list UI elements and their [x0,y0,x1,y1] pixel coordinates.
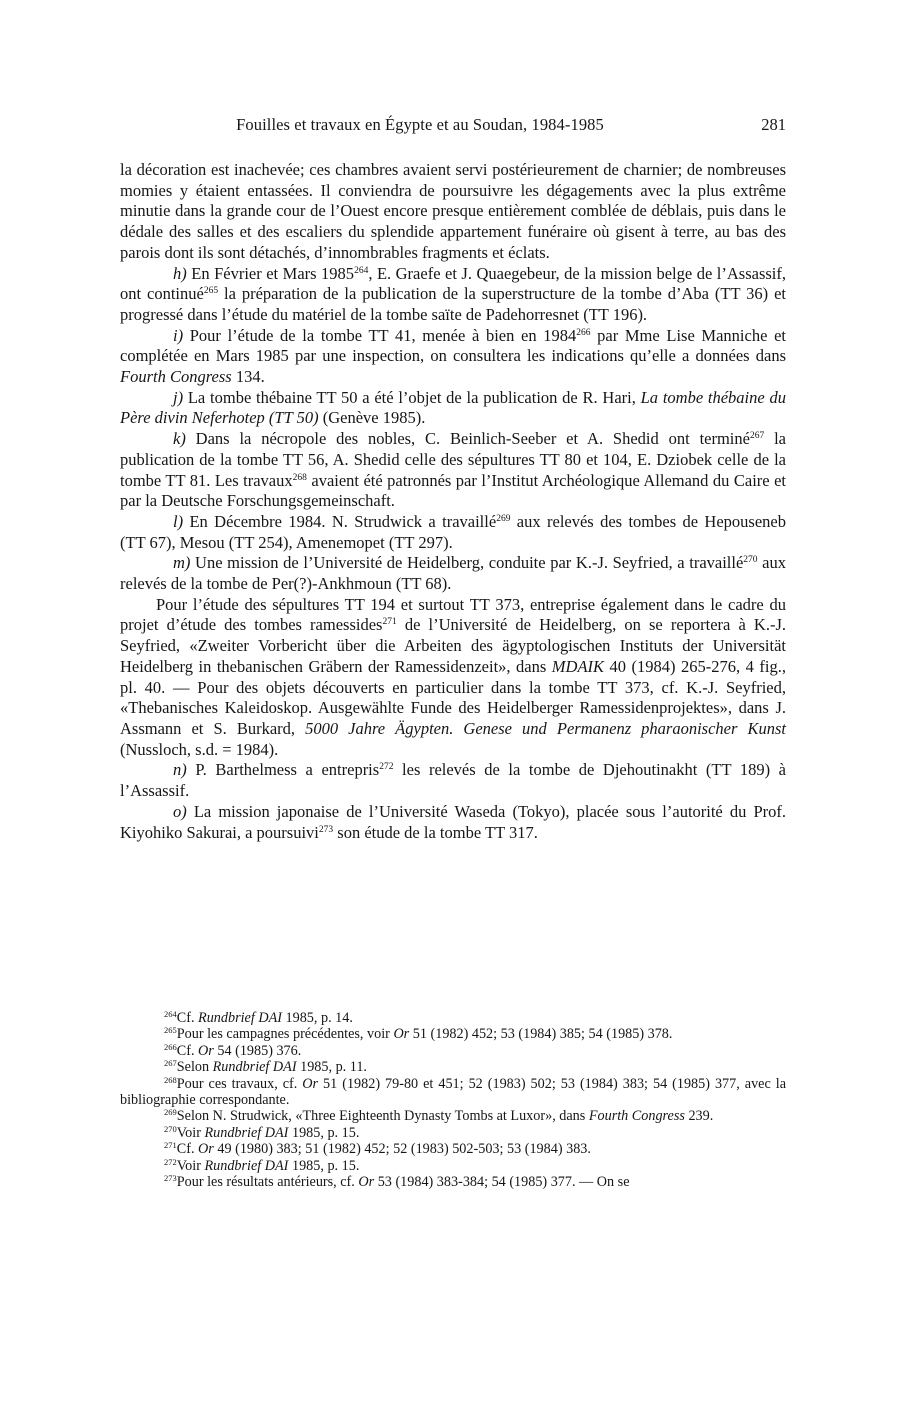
item-marker: l) [173,511,184,531]
footnote-264: $^{264}$Cf. Rundbrief DAI 1985, p. 14. [164,1009,353,1026]
footnote-265: $^{265}$Pour les campagnes précédentes, voir Or 51 (1982) 452; 53 (1984) 385; 54 (1985) 378. [164,1025,673,1043]
footnote-number: 268 [164,1074,177,1085]
footnote-number: 270 [164,1123,177,1134]
item-marker: j) [173,387,184,407]
paragraph-l: l) En Décembre 1984. N. Strudwick a travaillé$^{269}$ aux relevés des tombes de Hepouseneb (TT 67), Mesou (TT 254), Amenemopet (TT 297). [120,511,786,552]
paragraph-n: n) P. Barthelmess a entrepris$^{272}$ les relevés de la tombe de Djehoutinakht (TT 189) à l’Assassif. [120,760,787,801]
footnote-269: $^{269}$Selon N. Strudwick, «Three Eighteenth Dynasty Tombs at Luxor», dans Fourth Congress 239. [164,1107,714,1125]
footnote-number: 269 [164,1107,177,1118]
paragraph-intro: la décoration est inachevée; ces chambres avaient servi postérieurement de charnier; de nombreuses momies y étaient entassées. Il conviendra de poursuivre les dégagements avec la plus extrême minutie dans la grande cour de l’Ouest encore presque entièrement comblée de déblais, puis dans le dédale des salles et des escaliers du splendide appartement funéraire où gisent à terre, au bas des parois dont ils sont détachés, d’innombrables fragments et éclats. [120,160,786,262]
footnote-ref[interactable]: 273 [318,824,334,835]
italic-title: La tombe thébaine du Père divin Neferhotep (TT 50) [120,387,786,428]
footnote-ref[interactable]: 268 [292,472,307,483]
footnote-ref[interactable]: 267 [749,431,765,442]
footnote-number: 271 [164,1140,177,1151]
footnote-268: $^{268}$Pour ces travaux, cf. Or 51 (1982) 79-80 et 451; 52 (1983) 502; 53 (1984) 383; 54 (1985) 377, avec la bibliographie correspondante. [120,1074,786,1109]
item-marker: h) [173,263,187,283]
footnote-number: 273 [164,1173,177,1184]
italic-title: 5000 Jahre Ägypten. Genese und Permanenz pharaonischer Kunst [305,718,786,738]
footnote-number: 265 [164,1025,177,1036]
paragraph-o: o) La mission japonaise de l’Université Waseda (Tokyo), placée sous l’autorité du Prof. Kiyohiko Sakurai, a poursuivi$^{273}$ son étude de la tombe TT 317. [120,801,786,842]
item-marker: n) [173,760,187,780]
item-marker: o) [173,801,187,821]
footnote-270: $^{270}$Voir Rundbrief DAI 1985, p. 15. [164,1123,360,1141]
paragraph-m: m) Une mission de l’Université de Heidelberg, conduite par K.-J. Seyfried, a travaillé$^{270}$ aux relevés de la tombe de Per(?)-Ankhmoun (TT 68). [120,553,787,594]
footnote-ref[interactable]: 270 [743,555,758,566]
footnote-ref[interactable]: 265 [203,286,219,297]
footnote-number: 267 [164,1058,177,1069]
page-header [120,115,786,139]
italic-title: MDAIK [551,656,605,676]
footnote-273: $^{273}$Pour les résultats antérieurs, cf. Or 53 (1984) 383-384; 54 (1985) 377. — On se [164,1173,630,1191]
item-marker: m) [173,553,191,573]
paragraph-pour: Pour l’étude des sépultures TT 194 et surtout TT 373, entreprise également dans le cadre du projet d’étude des tombes ramessides$^{271}$ de l’Université de Heidelberg, on se reportera à K.-J. Seyfried, «Zweiter Vorbericht über die Arbeiten des ägyptologischen Instituts der Universität Heidelberg in thebanischen Gräbern der Ramessidenzeit», dans MDAIK 40 (1984) 265-276, 4 fig., pl. 40. — Pour des objets découverts en particulier dans la tombe TT 373, cf. K.-J. Seyfried, «Thebanisches Kaleidoskop. Ausgewählte Funde des Heidelberger Ramessidenprojektes», dans J. Assmann et S. Burkard, 5000 Jahre Ägypten. Genese und Permanenz pharaonischer Kunst (Nussloch, s.d. = 1984). [120,594,786,759]
main-text [120,160,786,843]
item-marker: i) [173,325,184,345]
footnote-number: 272 [164,1156,177,1167]
footnote-ref[interactable]: 271 [382,617,397,628]
running-title: Fouilles et travaux en Égypte et au Soudan, 1984-1985 [236,115,604,134]
footnote-266: $^{266}$Cf. Or 54 (1985) 376. [164,1041,302,1059]
footnote-number: 266 [164,1041,177,1052]
paragraph-k: k) Dans la nécropole des nobles, C. Beinlich-Seeber et A. Shedid ont terminé$^{267}$ la publication de la tombe TT 56, A. Shedid celle des sépultures TT 80 et 104, E. Dziobek celle de la tombe TT 81. Les travaux$^{268}$ avaient été patronnés par l’Institut Archéologique Allemand du Caire et par la Deutsche Forschungsgemeinschaft. [120,429,786,511]
footnote-271: $^{271}$Cf. Or 49 (1980) 383; 51 (1982) 452; 52 (1983) 502-503; 53 (1984) 383. [164,1140,591,1158]
paragraph-j: j) La tombe thébaine TT 50 a été l’objet de la publication de R. Hari, La tombe thébaine du Père divin Neferhotep (TT 50) (Genève 1985). [120,387,786,428]
footnotes [120,1010,786,1190]
footnote-ref[interactable]: 264 [354,265,369,276]
page-number: 281 [761,115,786,134]
footnote-ref[interactable]: 266 [576,327,591,338]
item-marker: k) [173,429,186,449]
footnote-ref[interactable]: 269 [496,513,511,524]
italic-title: Fourth Congress [120,367,232,387]
footnote-number: 264 [164,1009,177,1019]
paragraph-i: i) Pour l’étude de la tombe TT 41, menée à bien en 1984$^{266}$ par Mme Lise Manniche et complétée en Mars 1985 par une inspection, on consultera les indications qu’elle a données dans Fourth Congress 134. [120,325,786,387]
footnote-ref[interactable]: 272 [379,762,394,773]
paragraph-h: h) En Février et Mars 1985$^{264}$, E. Graefe et J. Quaegebeur, de la mission belge de l’Assassif, ont continué$^{265}$ la préparation de la publication de la superstructure de la tombe d’Aba (TT 36) et progressé dans l’étude du matériel de la tombe saïte de Padehorresnet (TT 196). [120,263,786,324]
footnote-272: $^{272}$Voir Rundbrief DAI 1985, p. 15. [164,1156,360,1174]
footnote-267: $^{267}$Selon Rundbrief DAI 1985, p. 11. [164,1058,367,1076]
